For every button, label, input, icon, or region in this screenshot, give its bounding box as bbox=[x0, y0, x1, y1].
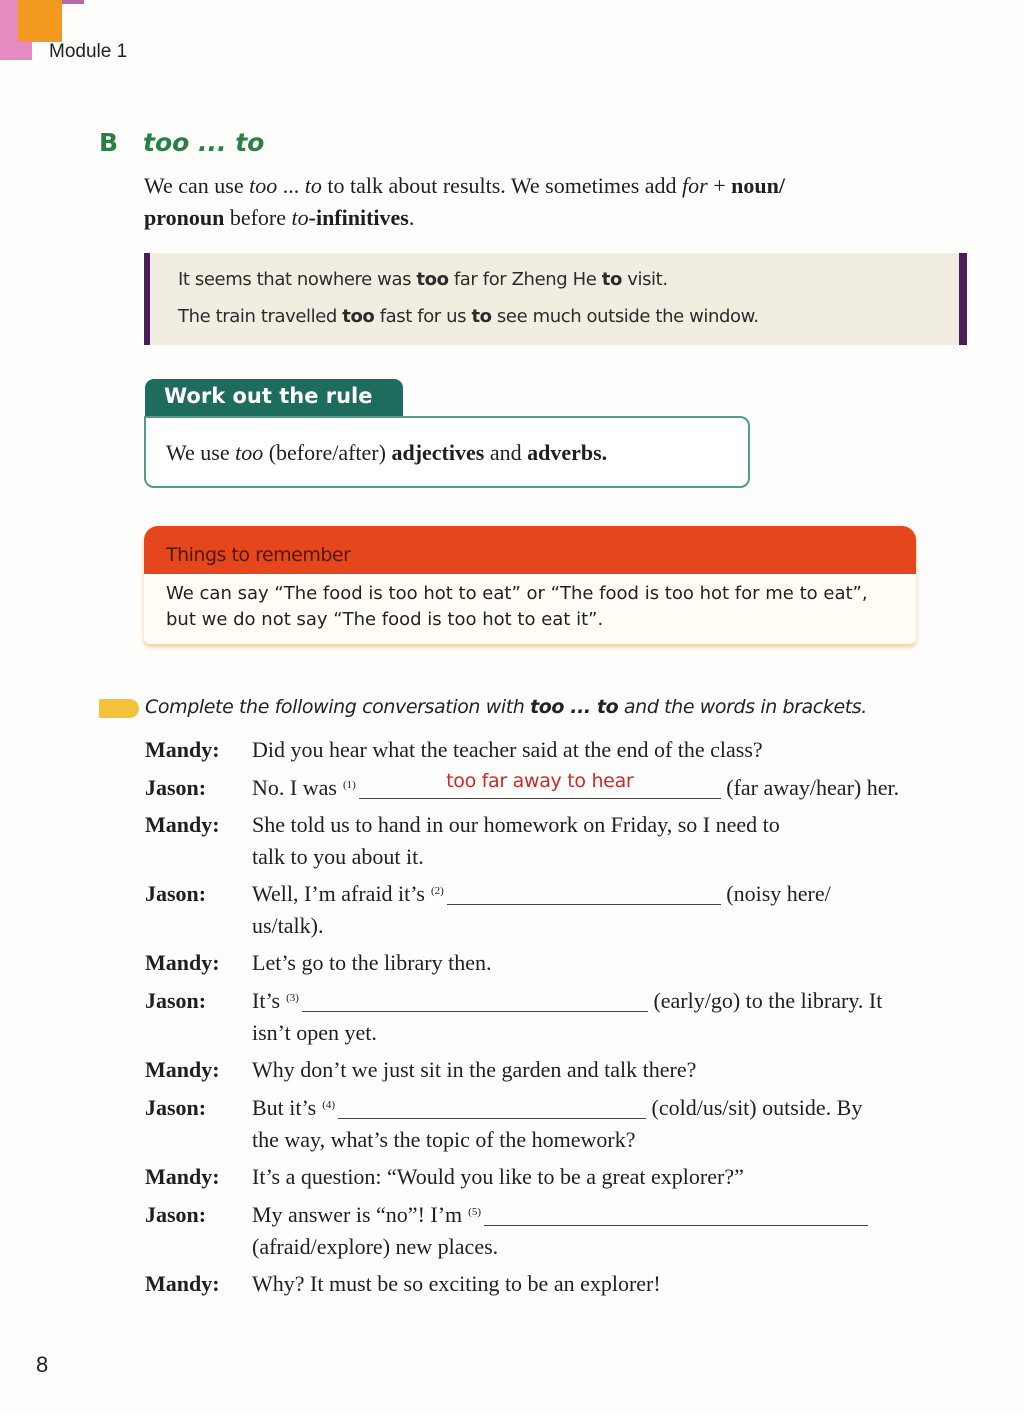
dialogue-line bbox=[252, 1095, 862, 1121]
answer-blank[interactable] bbox=[302, 989, 648, 1012]
answer-text: too far away to hear bbox=[446, 770, 634, 792]
blank-number: (5) bbox=[468, 1206, 481, 1218]
dialogue-line bbox=[252, 770, 900, 801]
line-text: My answer is “no”! I’m bbox=[252, 1202, 463, 1227]
remember-title: Things to remember bbox=[144, 526, 916, 574]
speaker-label: Mandy: bbox=[145, 950, 220, 975]
dialogue-line: the way, what’s the topic of the homework? bbox=[252, 1127, 636, 1152]
dialogue-line: It’s a question: “Would you like to be a great explorer?” bbox=[252, 1164, 744, 1189]
blank-number: (4) bbox=[322, 1099, 336, 1111]
answer-blank[interactable] bbox=[484, 1203, 868, 1226]
rule-text: and bbox=[484, 440, 528, 465]
line-text: It’s bbox=[252, 988, 281, 1013]
section-heading bbox=[99, 128, 264, 157]
example-sentence bbox=[178, 269, 668, 290]
intro-to: to bbox=[291, 205, 309, 230]
intro-for: for bbox=[682, 173, 708, 198]
speaker-label: Jason: bbox=[145, 881, 207, 906]
dialogue-line: Did you hear what the teacher said at the end of the class? bbox=[252, 737, 763, 762]
intro-too: too bbox=[249, 173, 278, 198]
example-text: The train travelled bbox=[178, 306, 343, 327]
instruction bbox=[145, 696, 867, 718]
rule-box bbox=[144, 416, 750, 488]
rule-text: We use bbox=[166, 440, 236, 465]
instruction-keyword: too ... to bbox=[530, 696, 619, 718]
example-text: It seems that nowhere was bbox=[178, 269, 417, 290]
page-number: 8 bbox=[36, 1352, 49, 1377]
section-title: too ... to bbox=[143, 128, 265, 157]
speaker-label: Mandy: bbox=[145, 812, 220, 837]
line-text: (early/go) to the library. It bbox=[653, 988, 883, 1013]
blank-number: (2) bbox=[430, 885, 444, 897]
rule-adverbs: adverbs bbox=[527, 440, 602, 465]
intro-text: . bbox=[408, 205, 415, 230]
example-keyword: too bbox=[416, 269, 449, 290]
remember-text: We can say “The food is too hot to eat” or “The food is too hot for me to eat”, but we do not say “The food is too hot to eat it”. bbox=[166, 583, 868, 630]
intro-to: to bbox=[304, 173, 322, 198]
intro-text: before bbox=[224, 205, 292, 230]
speaker-label: Jason: bbox=[145, 1095, 207, 1120]
rule-text: . bbox=[601, 440, 608, 465]
line-text: Well, I’m afraid it’s bbox=[252, 881, 425, 906]
intro-text: We can use bbox=[144, 173, 250, 198]
line-text: (noisy here/ bbox=[726, 881, 831, 906]
module-label: Module 1 bbox=[49, 41, 128, 62]
dialogue-line: Why? It must be so exciting to be an explorer! bbox=[252, 1271, 661, 1296]
intro-text: + bbox=[707, 173, 732, 198]
example-text: fast for us bbox=[374, 306, 472, 327]
instruction-text: and the words in brackets. bbox=[618, 696, 867, 718]
line-text: (cold/us/sit) outside. By bbox=[651, 1095, 863, 1120]
intro-pronoun: pronoun bbox=[144, 205, 225, 230]
speaker-label: Jason: bbox=[145, 775, 207, 800]
speaker-label: Mandy: bbox=[145, 1164, 220, 1189]
answer-blank[interactable] bbox=[447, 882, 721, 905]
example-sentence bbox=[178, 306, 759, 327]
example-keyword: too bbox=[342, 306, 375, 327]
remember-box bbox=[144, 526, 916, 644]
intro-paragraph bbox=[144, 170, 974, 234]
example-keyword: to bbox=[471, 306, 492, 327]
dialogue-line bbox=[252, 881, 831, 907]
answer-blank[interactable] bbox=[338, 1096, 646, 1119]
section-letter: B bbox=[99, 128, 119, 157]
dialogue-line: (afraid/explore) new places. bbox=[252, 1234, 499, 1259]
corner-decoration-orange bbox=[18, 0, 62, 42]
blank-number: (1) bbox=[342, 779, 356, 791]
example-text: far for Zheng He bbox=[448, 269, 602, 290]
dialogue-line: isn’t open yet. bbox=[252, 1020, 377, 1045]
line-text: But it’s bbox=[252, 1095, 317, 1120]
intro-text: to talk about results. We sometimes add bbox=[321, 173, 683, 198]
rule-adjectives: adjectives bbox=[391, 440, 485, 465]
speaker-label: Jason: bbox=[145, 1202, 207, 1227]
dialogue-line: talk to you about it. bbox=[252, 844, 424, 869]
speaker-label: Mandy: bbox=[145, 1057, 220, 1082]
speaker-label: Jason: bbox=[145, 988, 207, 1013]
line-text: (far away/hear) her. bbox=[726, 775, 900, 800]
intro-text: ... bbox=[277, 173, 305, 198]
intro-noun: noun/ bbox=[731, 173, 785, 198]
example-box bbox=[144, 253, 967, 345]
instruction-text: Complete the following conversation with bbox=[145, 696, 531, 718]
speaker-label: Mandy: bbox=[145, 737, 220, 762]
rule-text: (before/after) bbox=[263, 440, 392, 465]
dialogue-line: Why don’t we just sit in the garden and talk there? bbox=[252, 1057, 697, 1082]
dialogue-line: She told us to hand in our homework on Friday, so I need to bbox=[252, 812, 780, 837]
line-text: No. I was bbox=[252, 775, 337, 800]
instruction-marker bbox=[99, 699, 139, 718]
answer-blank[interactable] bbox=[359, 770, 721, 799]
corner-decoration-line bbox=[62, 0, 84, 4]
rule-too: too bbox=[235, 440, 264, 465]
dialogue-line: us/talk). bbox=[252, 913, 324, 938]
speaker-label: Mandy: bbox=[145, 1271, 220, 1296]
rule-tab-title: Work out the rule bbox=[145, 379, 403, 419]
intro-infinitives: -infinitives bbox=[308, 205, 409, 230]
example-text: visit. bbox=[621, 269, 668, 290]
dialogue-line bbox=[252, 988, 882, 1014]
blank-number: (3) bbox=[286, 992, 299, 1004]
dialogue-line: Let’s go to the library then. bbox=[252, 950, 492, 975]
example-keyword: to bbox=[601, 269, 622, 290]
example-text: see much outside the window. bbox=[491, 306, 759, 327]
dialogue-line bbox=[252, 1202, 868, 1228]
